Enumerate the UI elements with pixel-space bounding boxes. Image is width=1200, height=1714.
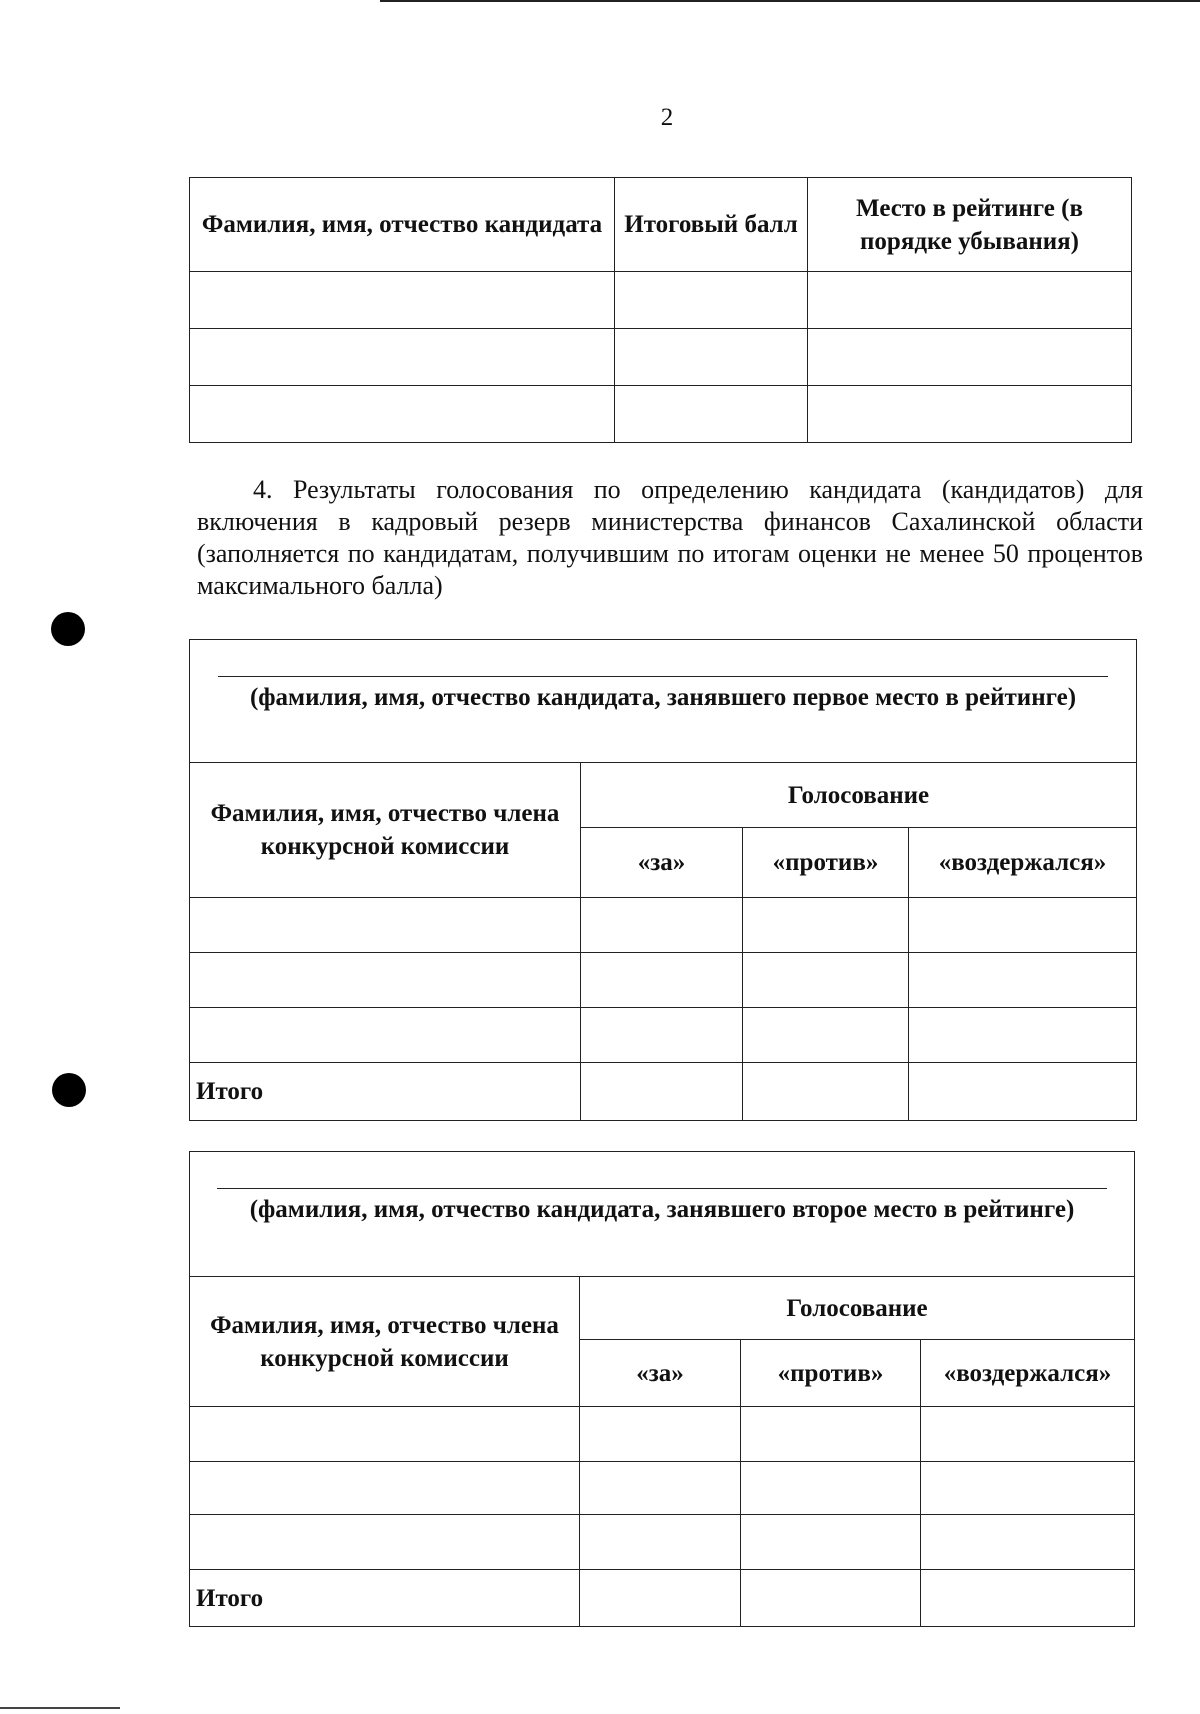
- input-cell[interactable]: [190, 329, 615, 386]
- punch-hole: [51, 612, 85, 646]
- input-cell[interactable]: [190, 272, 615, 329]
- candidate-name-header: Фамилия, имя, отчество кандидата: [190, 178, 615, 272]
- candidate-name-line: [218, 676, 1108, 677]
- input-cell[interactable]: [808, 272, 1132, 329]
- input-cell[interactable]: [808, 329, 1132, 386]
- bottom-border-line: [0, 1707, 120, 1709]
- total-row: [190, 1570, 1135, 1627]
- vote-table-first-place: [189, 639, 1137, 1121]
- input-cell[interactable]: [190, 953, 581, 1008]
- rating-header-row: [190, 178, 1132, 272]
- voting-header: Голосование: [580, 1277, 1135, 1340]
- rating-table: [189, 177, 1132, 443]
- voting-header: Голосование: [581, 763, 1137, 828]
- input-cell[interactable]: [190, 1515, 580, 1570]
- candidate-name-cell[interactable]: [190, 640, 1137, 763]
- vote-header-row: [190, 1277, 1135, 1340]
- vote-against-header: «против»: [743, 828, 909, 898]
- vote-header-row: [190, 763, 1137, 828]
- voting-results-paragraph: 4. Результаты голосования по определению кандидата (кандидатов) для включения в кадровый резерв министерства финансов Сахалинской области (заполняется по кандидатам, получившим по итогам оценки не менее 50 процентов максимального балла): [197, 475, 1143, 600]
- input-cell[interactable]: [921, 1570, 1135, 1627]
- rating-place-header: Место в рейтинге (в порядке убывания): [808, 178, 1132, 272]
- input-cell[interactable]: [741, 1515, 921, 1570]
- table-row: [190, 953, 1137, 1008]
- input-cell[interactable]: [909, 953, 1137, 1008]
- input-cell[interactable]: [580, 1515, 741, 1570]
- input-cell[interactable]: [615, 272, 808, 329]
- table-row: [190, 1407, 1135, 1462]
- table-row: [190, 272, 1132, 329]
- table-row: [190, 1008, 1137, 1063]
- input-cell[interactable]: [741, 1570, 921, 1627]
- candidate-name-cell[interactable]: [190, 1152, 1135, 1277]
- input-cell[interactable]: [190, 386, 615, 443]
- candidate-caption-row: [190, 640, 1137, 763]
- input-cell[interactable]: [741, 1462, 921, 1515]
- page-number: 2: [660, 104, 674, 131]
- input-cell[interactable]: [909, 898, 1137, 953]
- table-row: [190, 329, 1132, 386]
- input-cell[interactable]: [921, 1407, 1135, 1462]
- total-score-header: Итоговый балл: [615, 178, 808, 272]
- vote-abstain-header: «воздержался»: [909, 828, 1137, 898]
- input-cell[interactable]: [909, 1063, 1137, 1121]
- table-row: [190, 386, 1132, 443]
- table-row: [190, 1462, 1135, 1515]
- input-cell[interactable]: [581, 898, 743, 953]
- input-cell[interactable]: [921, 1515, 1135, 1570]
- input-cell[interactable]: [743, 1008, 909, 1063]
- input-cell[interactable]: [581, 953, 743, 1008]
- input-cell[interactable]: [743, 1063, 909, 1121]
- input-cell[interactable]: [580, 1407, 741, 1462]
- member-name-header: Фамилия, имя, отчество члена конкурсной комиссии: [190, 1277, 580, 1407]
- input-cell[interactable]: [190, 1008, 581, 1063]
- punch-hole: [52, 1073, 86, 1107]
- vote-table-second-place: [189, 1151, 1135, 1627]
- vote-abstain-header: «воздержался»: [921, 1340, 1135, 1407]
- input-cell[interactable]: [580, 1462, 741, 1515]
- input-cell[interactable]: [190, 1462, 580, 1515]
- candidate-caption: (фамилия, имя, отчество кандидата, занявшего первое место в рейтинге): [249, 684, 1077, 711]
- input-cell[interactable]: [909, 1008, 1137, 1063]
- input-cell[interactable]: [190, 1407, 580, 1462]
- member-name-header: Фамилия, имя, отчество члена конкурсной комиссии: [190, 763, 581, 898]
- input-cell[interactable]: [615, 386, 808, 443]
- vote-against-header: «против»: [741, 1340, 921, 1407]
- vote-for-header: «за»: [581, 828, 743, 898]
- candidate-caption: (фамилия, имя, отчество кандидата, занявшего второе место в рейтинге): [249, 1196, 1075, 1223]
- candidate-name-line: [217, 1188, 1107, 1189]
- input-cell[interactable]: [808, 386, 1132, 443]
- input-cell[interactable]: [190, 898, 581, 953]
- total-row: [190, 1063, 1137, 1121]
- table-row: [190, 898, 1137, 953]
- input-cell[interactable]: [743, 898, 909, 953]
- table-row: [190, 1515, 1135, 1570]
- input-cell[interactable]: [615, 329, 808, 386]
- input-cell[interactable]: [741, 1407, 921, 1462]
- total-label: Итого: [190, 1063, 581, 1121]
- candidate-caption-row: [190, 1152, 1135, 1277]
- input-cell[interactable]: [580, 1570, 741, 1627]
- input-cell[interactable]: [581, 1008, 743, 1063]
- input-cell[interactable]: [581, 1063, 743, 1121]
- top-border-line: [380, 0, 1200, 2]
- vote-for-header: «за»: [580, 1340, 741, 1407]
- total-label: Итого: [190, 1570, 580, 1627]
- input-cell[interactable]: [743, 953, 909, 1008]
- input-cell[interactable]: [921, 1462, 1135, 1515]
